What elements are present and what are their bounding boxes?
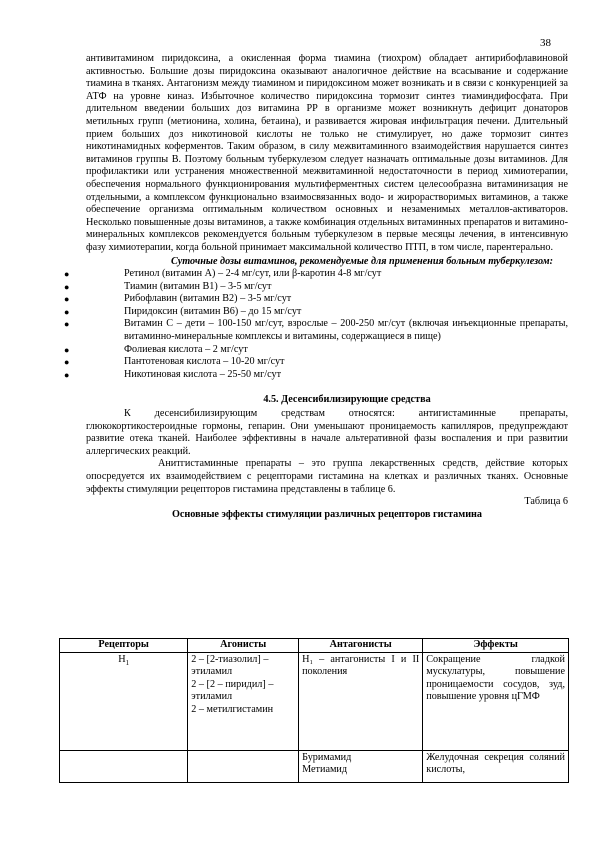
agonists-cell	[188, 652, 299, 750]
table-row	[60, 750, 569, 782]
bullet-icon: ●	[64, 344, 70, 355]
paragraph-interactions: антивитамином пиридоксина, а окисленная форма тиамина (тиохром) обладает антирибофлавиновой активностью. Большие дозы пиридоксина оказывают аналогичное действие на всасывание и содержание тиамина в тканях. Антагонизм между тиамином и пиридоксином может возникать и в связи с конкуренцией за АТФ на уровне киназ. Избыточное количество пиридоксина тормозит синтез тиаминдифосфата. При длительном введении больших доз витамина РР в организме может возникнуть дефицит донаторов метильных групп (метионина, холина, бетаина), и развивается жировая инфильтрация печени. Длительный прием больших доз никотиновой кислоты не только не стимулирует, но даже тормозит синтез никотинамидных коферментов. Таким образом, в силу межвитаминного взаимодействия нарушается синтез витаминов группы В. Поэтому больным туберкулезом следует назначать оптимальные дозы витаминов. Для профилактики или устранения множественной межвитаминной недостаточности в период химиотерапии, обеспечения нормального функционирования мультиферментных систем целесообразна витаминизация не отдельными, а комплексом функционально взаимосвязанных водо- и жирорастворимых витаминов, а также обеспечение организма оптимальным количеством основных и незаменимых металлов-активаторов. Несколько повышенные дозы витаминов, а также комбинация отдельных витаминных препаратов и витамино-минеральных комплексов рекомендуется больным туберкулезом в первые месяцы лечения, в интенсивную фазу химиотерапии, когда больной принимает максимальной количество ПТП, в том числе, парентерально.	[86, 53, 568, 253]
receptor-cell	[60, 652, 188, 750]
bullet-icon: ●	[64, 281, 70, 292]
vitamin-item-text: Тиамин (витамин В1) – 3-5 мг/сут	[124, 280, 272, 292]
list-item	[64, 280, 568, 294]
header-antagonists: Антагонисты	[299, 639, 423, 653]
histamine-receptors-table	[59, 638, 569, 783]
list-item	[64, 368, 568, 382]
paragraph-desensitizing: К десенсибилизирующим средствам относятся: антигистаминные препараты, глюкокортикостероидные гормоны, гепарин. Они уменьшают проницаемость капилляров, предупреждают развитие отека тканей. Наиболее эффективны в начале альтеративной фазы воспаления и при развитии аллергических реакций.	[86, 408, 568, 457]
table-row	[60, 652, 569, 750]
list-item	[64, 318, 568, 343]
section-heading: 4.5. Десенсибилизирующие средства	[263, 394, 431, 406]
effects-cell: Сокращение гладкой мускулатуры, повышение проницаемости сосудов, зуд, повышение уровня цГМФ	[423, 652, 569, 750]
agonists-cell	[188, 750, 299, 782]
antagonists-cell	[299, 750, 423, 782]
vitamin-item-text: Фолиевая кислота – 2 мг/сут	[124, 343, 248, 355]
vitamin-item-text: Витамин С – дети – 100-150 мг/сут, взрослые – 200-250 мг/сут (включая инъекционные препараты, витаминно-минеральные комплексы и витамины, содержащиеся в пище)	[124, 318, 568, 343]
header-agonists: Агонисты	[188, 639, 299, 653]
agonist-item: 2 – метилгистамин	[191, 703, 274, 715]
list-item	[64, 343, 568, 357]
page-body	[64, 53, 568, 521]
list-item	[64, 305, 568, 319]
list-item	[64, 293, 568, 306]
bullet-icon: ●	[64, 357, 70, 368]
bullet-icon: ●	[64, 369, 70, 380]
antagonists-cell: Н₁ – антагонисты I и II поколения	[299, 652, 423, 750]
bullet-icon: ●	[64, 306, 70, 317]
header-effects: Эффекты	[423, 639, 569, 653]
agonist-item: 2 – [2 – пиридил] – этиламил	[191, 678, 274, 703]
receptor-name: Н	[118, 653, 126, 665]
table-title: Основные эффекты стимуляции различных рецепторов гистамина	[171, 508, 483, 520]
bullet-icon: ●	[64, 294, 70, 305]
vitamin-item-text: Пиридоксин (витамин В6) – до 15 мг/сут	[124, 305, 302, 317]
paragraph-antihistamines: Анитгистаминные препараты – это группа лекарственных средств, действие которых опосредуется их взаимодействием с рецепторами гистамина на клетках и различных тканях. Основные эффекты стимуляции рецепторов гистамина представлены в таблице 6.	[86, 458, 568, 495]
antagonist-item: Метиамид	[302, 764, 348, 776]
vitamin-item-text: Никотиновая кислота – 25-50 мг/сут	[124, 368, 282, 380]
bullet-icon: ●	[64, 319, 70, 330]
bullet-icon: ●	[64, 269, 70, 280]
vitamin-item-text: Рибофлавин (витамин В2) – 3-5 мг/сут	[124, 293, 292, 305]
table-header-row	[60, 639, 569, 653]
table-number: Таблица 6	[524, 496, 568, 508]
effects-cell: Желудочная секреция соляний кислоты,	[423, 750, 569, 782]
vitamin-doses-subtitle: Суточные дозы витаминов, рекомендуемые для применения больным туберкулезом:	[170, 255, 554, 267]
vitamin-list	[64, 268, 568, 381]
vitamin-item-text: Ретинол (витамин А) – 2-4 мг/сут, или β-каротин 4-8 мг/сут	[124, 268, 382, 280]
receptor-cell	[60, 750, 188, 782]
agonist-item: 2 – [2-тиазолил] – этиламил	[191, 653, 269, 678]
antagonist-item: Буримамид	[302, 751, 352, 763]
list-item	[64, 356, 568, 369]
list-item	[64, 268, 568, 281]
header-receptors: Рецепторы	[60, 639, 188, 653]
page-number: 38	[540, 37, 551, 49]
receptor-subscript: 1	[125, 658, 130, 667]
vitamin-item-text: Пантотеновая кислота – 10-20 мг/сут	[124, 356, 285, 368]
